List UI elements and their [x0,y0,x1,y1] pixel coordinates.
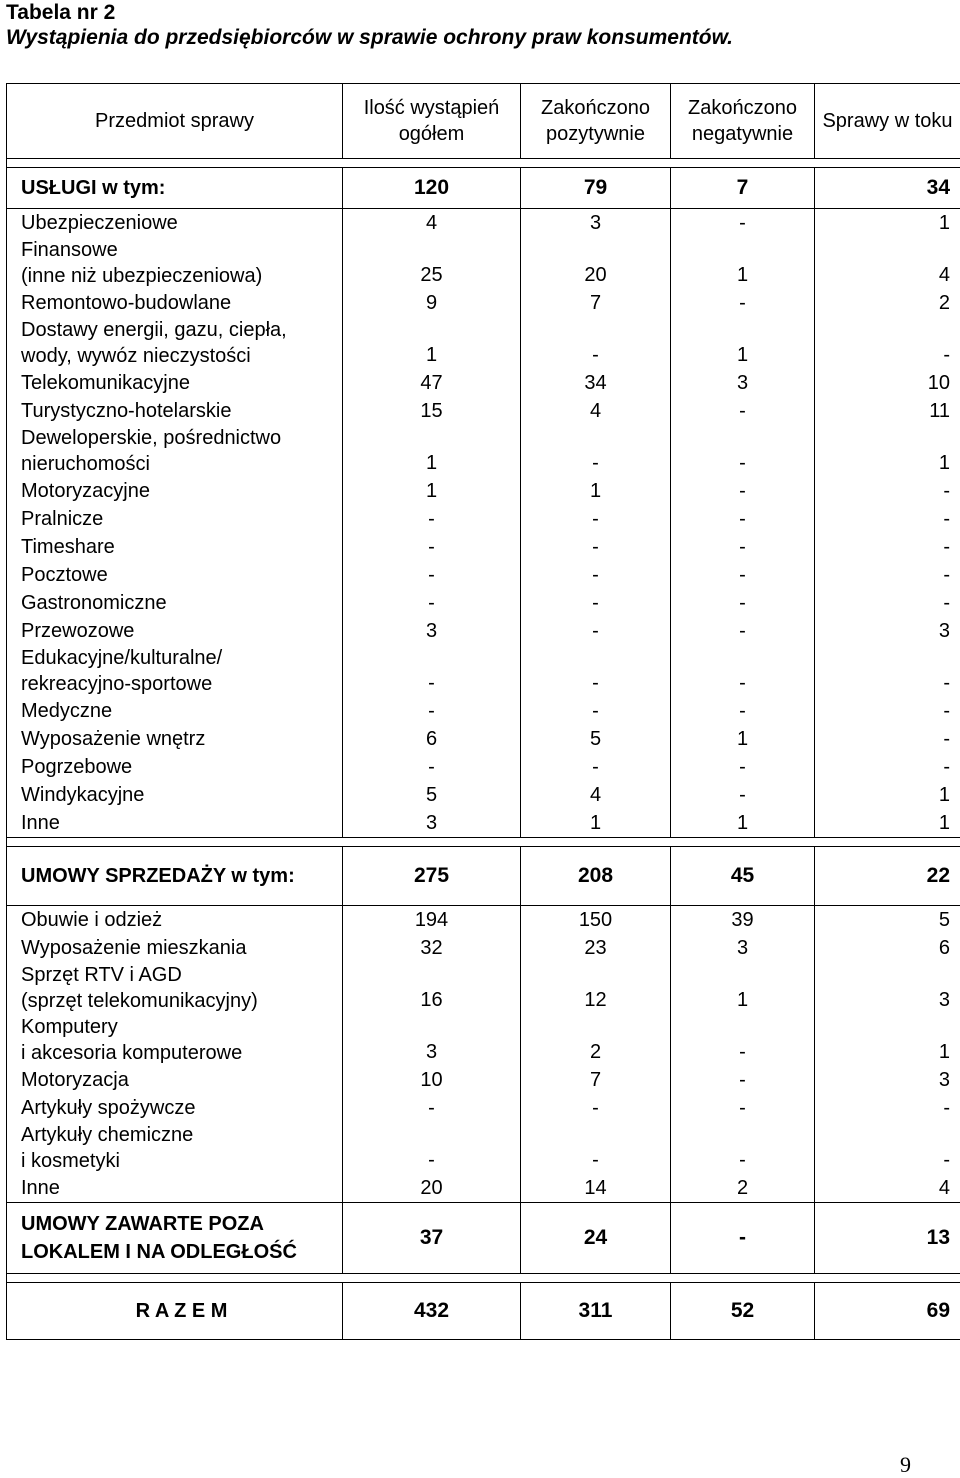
uslugi-section-row-label: USŁUGI w tym: [7,168,343,209]
uslugi-row-value-0: 9 [343,289,521,317]
uslugi-row-label: Turystyczno-hotelarskie [7,397,343,425]
umowy-row-label: Artykuły chemiczne i kosmetyki [7,1122,343,1174]
uslugi-row [7,753,960,781]
col-header-total: Ilość wystąpień ogółem [343,84,521,159]
col-header-positive: Zakończono pozytywnie [521,84,671,159]
uslugi-row-value-1: 4 [521,781,671,809]
uslugi-row-value-1: 34 [521,369,671,397]
uslugi-row-label: Deweloperskie, pośrednictwo nieruchomości [7,425,343,477]
poza-lokalem-row-label: UMOWY ZAWARTE POZA LOKALEM I NA ODLEGŁOŚĆ [7,1203,343,1274]
umowy-row-label: Motoryzacja [7,1066,343,1094]
uslugi-row-value-3: 3 [815,617,960,645]
poza-lokalem-row [7,1203,960,1274]
uslugi-row-value-1: 1 [521,809,671,838]
uslugi-section-row-value-0: 120 [343,168,521,209]
uslugi-row-value-3: - [815,477,960,505]
umowy-row [7,1122,960,1174]
uslugi-row-label: Pralnicze [7,505,343,533]
umowy-row [7,1094,960,1122]
umowy-section-row [7,847,960,906]
uslugi-row-value-1: 1 [521,477,671,505]
page-number: 9 [900,1452,911,1478]
uslugi-row-value-1: - [521,505,671,533]
umowy-row-value-2: 3 [671,934,815,962]
umowy-row [7,1174,960,1203]
uslugi-row-value-2: 1 [671,809,815,838]
umowy-section-row-value-2: 45 [671,847,815,906]
uslugi-row [7,589,960,617]
uslugi-row [7,425,960,477]
umowy-row [7,906,960,935]
uslugi-row-label: Gastronomiczne [7,589,343,617]
uslugi-row [7,397,960,425]
section-gap-cell [7,838,960,847]
umowy-row-value-2: - [671,1066,815,1094]
uslugi-row-label: Wyposażenie wnętrz [7,725,343,753]
uslugi-row-value-0: - [343,505,521,533]
uslugi-row [7,237,960,289]
uslugi-row-value-2: - [671,753,815,781]
umowy-row-label: Inne [7,1174,343,1203]
uslugi-row-value-0: - [343,561,521,589]
uslugi-row-value-3: - [815,533,960,561]
uslugi-row-value-2: 1 [671,237,815,289]
uslugi-row-value-0: 4 [343,209,521,238]
uslugi-row-value-1: 7 [521,289,671,317]
uslugi-row-value-1: - [521,317,671,369]
umowy-row [7,1066,960,1094]
uslugi-row-value-1: - [521,645,671,697]
uslugi-row-value-1: 4 [521,397,671,425]
uslugi-row [7,289,960,317]
uslugi-row-value-2: 1 [671,317,815,369]
uslugi-row-value-0: 3 [343,809,521,838]
uslugi-row-value-0: 25 [343,237,521,289]
uslugi-row-value-0: 15 [343,397,521,425]
uslugi-row-value-3: 11 [815,397,960,425]
uslugi-row-label: Przewozowe [7,617,343,645]
section-gap-cell [7,1274,960,1283]
page-heading [6,0,733,50]
uslugi-row-label: Pocztowe [7,561,343,589]
uslugi-row-label: Telekomunikacyjne [7,369,343,397]
table-subtitle: Wystąpienia do przedsiębiorców w sprawie ochrony praw konsumentów. [6,25,733,50]
uslugi-row-value-0: 47 [343,369,521,397]
poza-lokalem-row-value-1: 24 [521,1203,671,1274]
umowy-row-value-0: 20 [343,1174,521,1203]
uslugi-row [7,725,960,753]
uslugi-row-value-0: - [343,753,521,781]
uslugi-row-value-2: 1 [671,725,815,753]
uslugi-row-value-0: 1 [343,317,521,369]
uslugi-row-value-1: - [521,561,671,589]
umowy-row-value-3: - [815,1094,960,1122]
uslugi-row-value-3: 1 [815,781,960,809]
uslugi-row-value-1: 3 [521,209,671,238]
poza-lokalem-row-value-3: 13 [815,1203,960,1274]
umowy-row [7,1014,960,1066]
uslugi-section-row [7,168,960,209]
umowy-row [7,934,960,962]
uslugi-row-value-3: 1 [815,425,960,477]
uslugi-row-label: Pogrzebowe [7,753,343,781]
uslugi-row-value-2: 3 [671,369,815,397]
uslugi-row-value-1: - [521,589,671,617]
uslugi-row-label: Remontowo-budowlane [7,289,343,317]
uslugi-row [7,477,960,505]
uslugi-row-value-1: - [521,697,671,725]
uslugi-row-value-1: 20 [521,237,671,289]
table-title: Tabela nr 2 [6,0,733,25]
col-header-negative: Zakończono negatywnie [671,84,815,159]
razem-row-value-1: 311 [521,1283,671,1340]
uslugi-row-value-2: - [671,697,815,725]
umowy-row-value-1: 7 [521,1066,671,1094]
umowy-row-value-0: - [343,1122,521,1174]
uslugi-row [7,809,960,838]
umowy-row-label: Sprzęt RTV i AGD (sprzęt telekomunikacyjny) [7,962,343,1014]
uslugi-row [7,617,960,645]
umowy-section-row-value-1: 208 [521,847,671,906]
umowy-row-label: Wyposażenie mieszkania [7,934,343,962]
uslugi-row-value-2: - [671,589,815,617]
umowy-section-row-label: UMOWY SPRZEDAŻY w tym: [7,847,343,906]
uslugi-row-value-0: - [343,645,521,697]
uslugi-row-value-2: - [671,617,815,645]
umowy-row-value-0: 3 [343,1014,521,1066]
uslugi-row-value-2: - [671,477,815,505]
uslugi-row-label: Ubezpieczeniowe [7,209,343,238]
uslugi-row-value-2: - [671,533,815,561]
uslugi-row-value-0: 5 [343,781,521,809]
uslugi-section-row-value-1: 79 [521,168,671,209]
uslugi-row-label: Inne [7,809,343,838]
uslugi-row-value-3: 1 [815,209,960,238]
uslugi-row-value-1: - [521,753,671,781]
umowy-row-value-2: - [671,1014,815,1066]
razem-row-label: R A Z E M [7,1283,343,1340]
umowy-row [7,962,960,1014]
uslugi-row-value-2: - [671,645,815,697]
umowy-row-value-1: 150 [521,906,671,935]
uslugi-row-value-1: - [521,617,671,645]
section-gap [7,838,960,847]
razem-row-value-2: 52 [671,1283,815,1340]
uslugi-row-label: Edukacyjne/kulturalne/ rekreacyjno-sportowe [7,645,343,697]
uslugi-row-label: Finansowe (inne niż ubezpieczeniowa) [7,237,343,289]
section-gap [7,159,960,168]
umowy-row-value-3: 1 [815,1014,960,1066]
uslugi-row-value-0: - [343,533,521,561]
uslugi-row [7,209,960,238]
umowy-row-value-0: 10 [343,1066,521,1094]
umowy-row-value-2: 1 [671,962,815,1014]
umowy-section-row-value-0: 275 [343,847,521,906]
uslugi-row-value-3: 2 [815,289,960,317]
uslugi-row-label: Dostawy energii, gazu, ciepła, wody, wywóz nieczystości [7,317,343,369]
header-row [7,84,960,159]
uslugi-row-value-2: - [671,505,815,533]
umowy-row-value-1: 14 [521,1174,671,1203]
uslugi-row [7,317,960,369]
umowy-row-value-3: 5 [815,906,960,935]
uslugi-row [7,781,960,809]
razem-row [7,1283,960,1340]
section-gap [7,1274,960,1283]
umowy-row-value-1: - [521,1094,671,1122]
umowy-row-value-1: 12 [521,962,671,1014]
uslugi-row-value-2: - [671,397,815,425]
uslugi-row-value-0: 6 [343,725,521,753]
uslugi-row-value-0: 3 [343,617,521,645]
section-gap-cell [7,159,960,168]
umowy-row-value-3: 3 [815,1066,960,1094]
umowy-row-value-1: 23 [521,934,671,962]
umowy-row-value-0: 16 [343,962,521,1014]
uslugi-row-value-3: - [815,725,960,753]
col-header-subject: Przedmiot sprawy [7,84,343,159]
col-header-pending: Sprawy w toku [815,84,960,159]
umowy-row-value-3: - [815,1122,960,1174]
complaints-table [6,83,960,1340]
uslugi-row-value-3: - [815,561,960,589]
umowy-row-label: Komputery i akcesoria komputerowe [7,1014,343,1066]
umowy-row-value-2: 39 [671,906,815,935]
uslugi-row-value-0: - [343,589,521,617]
uslugi-row-value-2: - [671,561,815,589]
razem-row-value-0: 432 [343,1283,521,1340]
uslugi-row-value-0: 1 [343,425,521,477]
umowy-row-value-3: 3 [815,962,960,1014]
uslugi-row-value-3: - [815,645,960,697]
uslugi-row [7,533,960,561]
poza-lokalem-row-value-2: - [671,1203,815,1274]
uslugi-section-row-value-2: 7 [671,168,815,209]
uslugi-row-value-3: 1 [815,809,960,838]
umowy-row-value-0: 32 [343,934,521,962]
uslugi-row-value-3: - [815,753,960,781]
umowy-row-value-3: 4 [815,1174,960,1203]
uslugi-row-value-2: - [671,289,815,317]
umowy-row-value-3: 6 [815,934,960,962]
uslugi-row-value-3: - [815,317,960,369]
uslugi-row [7,369,960,397]
umowy-row-label: Obuwie i odzież [7,906,343,935]
umowy-section-row-value-3: 22 [815,847,960,906]
uslugi-row-label: Motoryzacyjne [7,477,343,505]
uslugi-row-value-3: 4 [815,237,960,289]
uslugi-row-value-2: - [671,209,815,238]
uslugi-row [7,561,960,589]
uslugi-row-value-1: 5 [521,725,671,753]
uslugi-row-value-3: 10 [815,369,960,397]
umowy-row-label: Artykuły spożywcze [7,1094,343,1122]
uslugi-row-value-3: - [815,589,960,617]
uslugi-row-value-0: - [343,697,521,725]
uslugi-row-value-1: - [521,425,671,477]
uslugi-row-value-1: - [521,533,671,561]
uslugi-row-value-0: 1 [343,477,521,505]
uslugi-row-label: Windykacyjne [7,781,343,809]
uslugi-section-row-value-3: 34 [815,168,960,209]
umowy-row-value-1: 2 [521,1014,671,1066]
poza-lokalem-row-value-0: 37 [343,1203,521,1274]
uslugi-row-label: Medyczne [7,697,343,725]
uslugi-row-value-2: - [671,425,815,477]
uslugi-row-value-3: - [815,697,960,725]
umowy-row-value-2: - [671,1094,815,1122]
umowy-row-value-0: 194 [343,906,521,935]
umowy-row-value-1: - [521,1122,671,1174]
uslugi-row [7,697,960,725]
umowy-row-value-2: - [671,1122,815,1174]
umowy-row-value-2: 2 [671,1174,815,1203]
uslugi-row [7,645,960,697]
umowy-row-value-0: - [343,1094,521,1122]
razem-row-value-3: 69 [815,1283,960,1340]
uslugi-row-label: Timeshare [7,533,343,561]
uslugi-row-value-2: - [671,781,815,809]
uslugi-row-value-3: - [815,505,960,533]
uslugi-row [7,505,960,533]
table-body [7,84,960,1340]
